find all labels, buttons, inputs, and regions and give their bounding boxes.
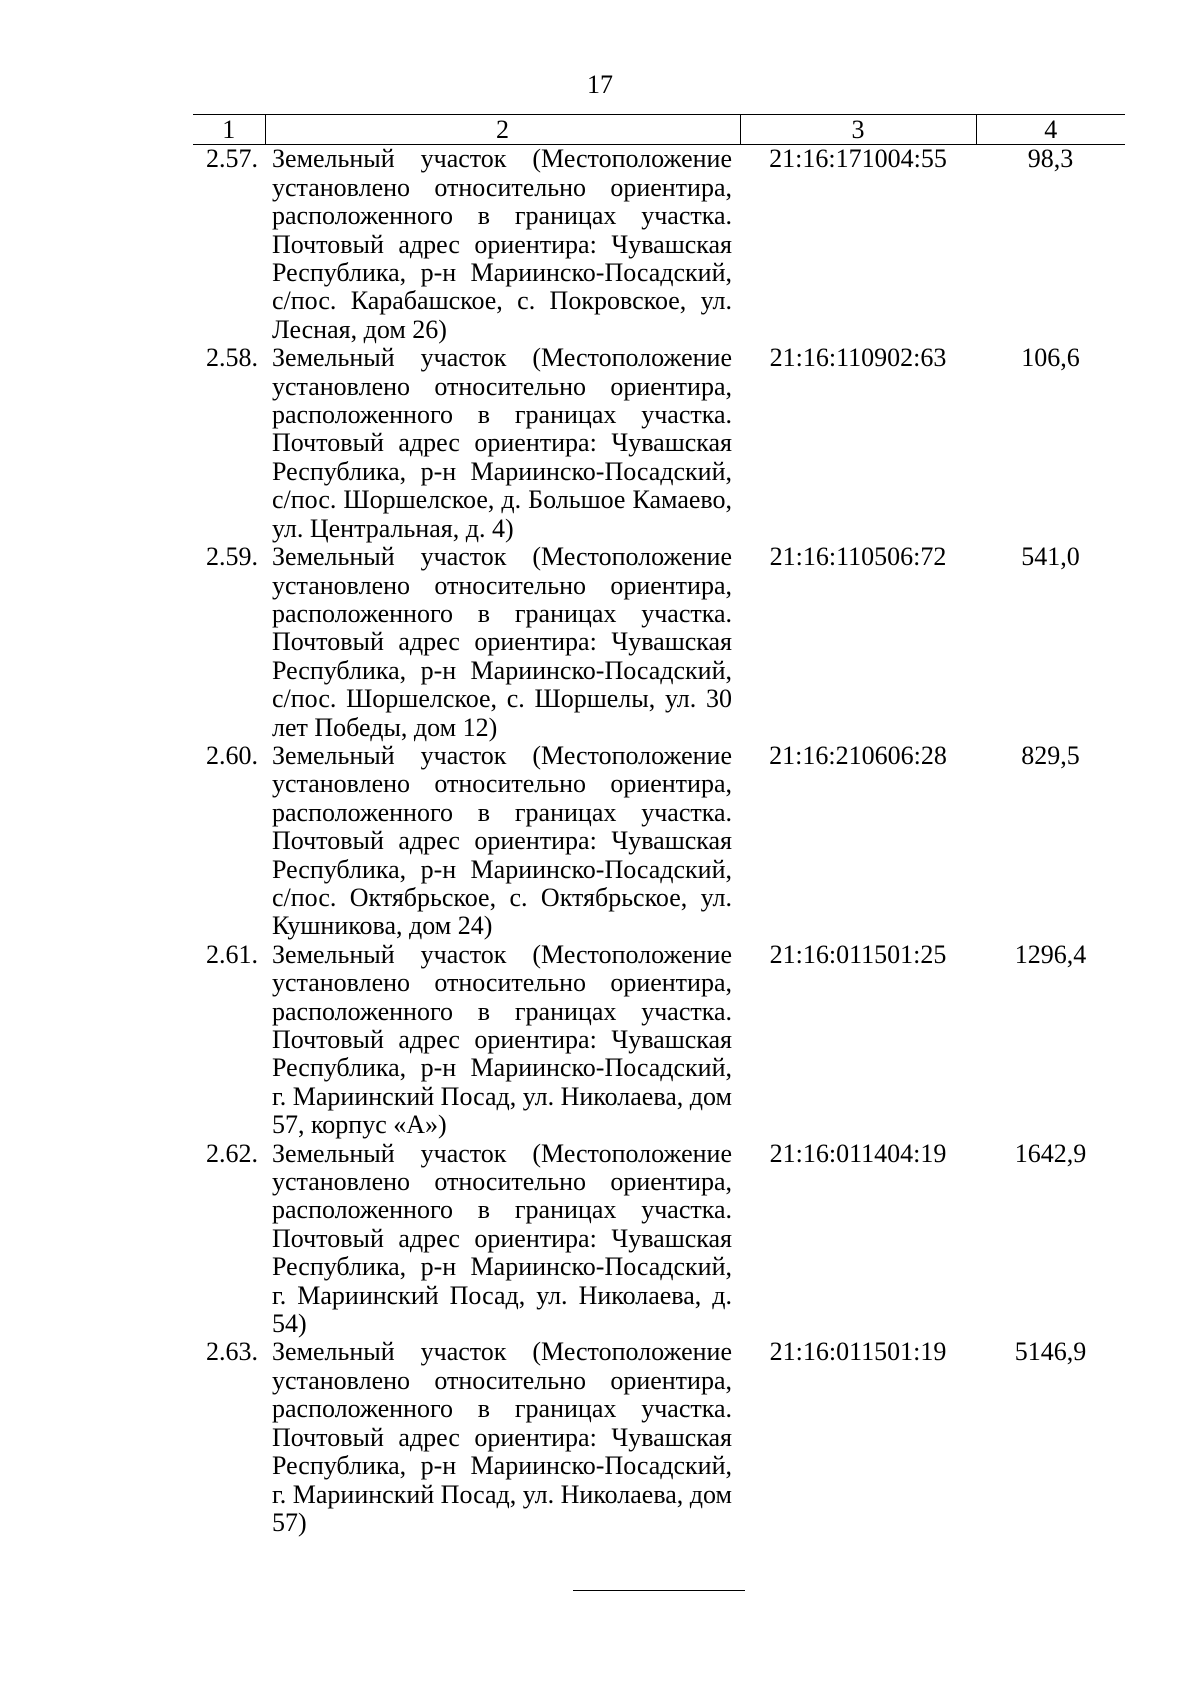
property-table xyxy=(193,114,1125,1537)
row-number: 2.60. xyxy=(206,740,258,770)
table-row xyxy=(193,145,1125,344)
column-header-4: 4 xyxy=(976,115,1125,145)
row-area: 541,0 xyxy=(1021,542,1080,572)
row-description: Земельный участок (Местоположение установлено относительно ориентира, расположенного в границах участка. Почтовый адрес ориентира: Чувашская Республика, р-н Мариинско-Посадский, с/пос. Шоршелское, д. Большое Камаево, ул. Центральная, д. 4) xyxy=(272,343,732,543)
row-area: 98,3 xyxy=(1027,144,1074,174)
row-description: Земельный участок (Местоположение установлено относительно ориентира, расположенного в границах участка. Почтовый адрес ориентира: Чувашская Республика, р-н Мариинско-Посадский, с/пос. Карабашское, с. Покровское, ул. Лесная, дом 26) xyxy=(272,144,732,344)
row-cadastral-number: 21:16:011501:25 xyxy=(769,939,947,969)
row-area: 829,5 xyxy=(1021,740,1080,770)
row-description: Земельный участок (Местоположение установлено относительно ориентира, расположенного в границах участка. Почтовый адрес ориентира: Чувашская Республика, р-н Мариинско-Посадский, с/пос. Шоршелское, с. Шоршелы, ул. 30 лет Победы, дом 12) xyxy=(272,542,732,742)
row-number: 2.63. xyxy=(206,1337,258,1367)
page-number: 17 xyxy=(587,70,613,99)
row-cadastral-number: 21:16:011404:19 xyxy=(769,1138,947,1168)
row-number: 2.59. xyxy=(206,542,258,572)
row-description: Земельный участок (Местоположение установлено относительно ориентира, расположенного в границах участка. Почтовый адрес ориентира: Чувашская Республика, р-н Мариинско-Посадский, г. Мариинский Посад, ул. Николаева, д. 54) xyxy=(272,1138,732,1339)
table-row xyxy=(193,543,1125,742)
row-cadastral-number: 21:16:171004:55 xyxy=(769,144,947,174)
table-row xyxy=(193,1338,1125,1537)
end-of-table-divider xyxy=(573,1590,745,1591)
row-area: 1642,9 xyxy=(1014,1138,1087,1168)
row-cadastral-number: 21:16:110902:63 xyxy=(769,343,947,373)
table-body xyxy=(193,145,1125,1537)
row-area: 5146,9 xyxy=(1014,1337,1087,1367)
table-row xyxy=(193,344,1125,543)
row-description: Земельный участок (Местоположение установлено относительно ориентира, расположенного в границах участка. Почтовый адрес ориентира: Чувашская Республика, р-н Мариинско-Посадский, г. Мариинский Посад, ул. Николаева, дом 57) xyxy=(272,1337,732,1537)
row-description: Земельный участок (Местоположение установлено относительно ориентира, расположенного в границах участка. Почтовый адрес ориентира: Чувашская Республика, р-н Мариинско-Посадский, с/пос. Октябрьское, с. Октябрьское, ул. Кушникова, дом 24) xyxy=(272,740,732,941)
row-cadastral-number: 21:16:110506:72 xyxy=(769,542,947,572)
row-number: 2.57. xyxy=(206,144,258,174)
column-header-3: 3 xyxy=(740,115,976,145)
row-area: 106,6 xyxy=(1021,343,1080,373)
table-header xyxy=(193,115,1125,145)
table-row xyxy=(193,1140,1125,1339)
header-row xyxy=(193,115,1125,145)
row-number: 2.62. xyxy=(206,1138,258,1168)
row-area: 1296,4 xyxy=(1014,939,1087,969)
row-cadastral-number: 21:16:011501:19 xyxy=(769,1337,947,1367)
table-row xyxy=(193,941,1125,1140)
column-header-2: 2 xyxy=(265,115,740,145)
row-description: Земельный участок (Местоположение установлено относительно ориентира, расположенного в границах участка. Почтовый адрес ориентира: Чувашская Республика, р-н Мариинско-Посадский, г. Мариинский Посад, ул. Николаева, дом 57, корпус «А») xyxy=(272,939,732,1140)
column-header-1: 1 xyxy=(193,115,265,145)
table-row xyxy=(193,742,1125,941)
row-number: 2.58. xyxy=(206,343,258,373)
row-cadastral-number: 21:16:210606:28 xyxy=(769,740,947,770)
row-number: 2.61. xyxy=(206,939,258,969)
